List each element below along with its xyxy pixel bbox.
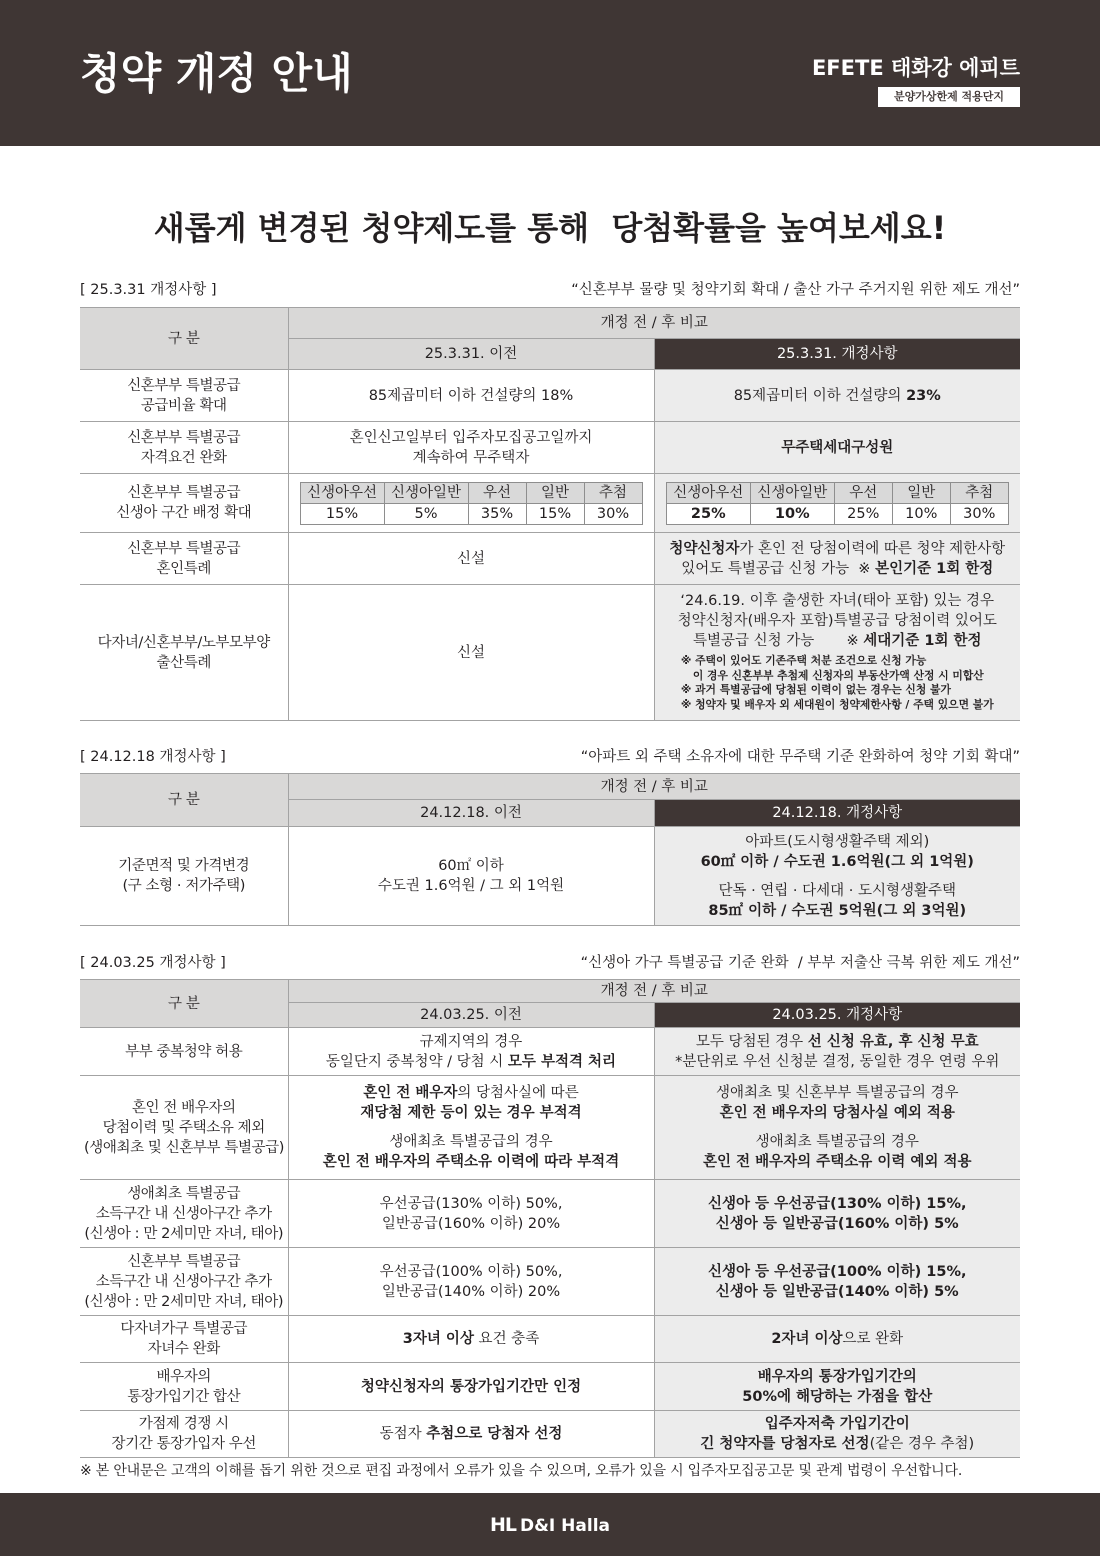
section-quote: “아파트 외 주택 소유자에 대한 무주택 기준 완화하여 청약 기회 확대” — [580, 749, 1020, 765]
after-emphasis: 배우자의 통장가입기간의 — [757, 1368, 917, 1385]
after-emphasis: 선 신청 유효, 후 신청 무효 — [807, 1033, 979, 1050]
after-cell — [654, 370, 1020, 422]
table-row — [80, 1363, 1020, 1411]
before-text: 의 당첨사실에 따른 — [457, 1085, 579, 1101]
spacer — [659, 1123, 1017, 1132]
after-text: 85제곱미터 이하 건설량의 — [733, 387, 907, 404]
tier-value: 10% — [750, 503, 834, 524]
after-emphasis: 세대기준 1회 한정 — [863, 633, 982, 650]
before-emphasis: 모두 부적격 처리 — [507, 1053, 617, 1070]
category-line: 신혼부부 특별공급 — [127, 540, 241, 557]
tier-header: 추첨 — [584, 482, 642, 503]
after-emphasis: 청약신청자 — [669, 540, 740, 557]
tier-header: 추첨 — [950, 482, 1008, 503]
table-row — [80, 585, 1020, 721]
hl-logo-mark: HL — [489, 1514, 516, 1536]
section-label: [ 24.03.25 개정사항 ] — [80, 955, 226, 971]
spacer — [293, 1123, 650, 1132]
after-line — [659, 1434, 1017, 1454]
after-emphasis: 23% — [906, 387, 941, 404]
note-line: 이 경우 신혼부부 추첨제 신청자의 부동산가액 산정 시 미합산 — [692, 668, 984, 682]
after-line — [659, 1414, 1017, 1434]
logo-text: D&I Halla — [520, 1516, 611, 1536]
before-emphasis: 혼인 전 배우자 — [363, 1085, 458, 1101]
section-quote: “신생아 가구 특별공급 기준 완화 / 부부 저출산 극복 위한 제도 개선” — [580, 955, 1020, 971]
category-line: 소득구간 내 신생아구간 추가 — [95, 1273, 272, 1290]
tier-value: 5% — [384, 503, 468, 524]
after-cell — [654, 533, 1020, 585]
before-line — [293, 1103, 650, 1123]
category-line: (구 소형 · 저가주택) — [122, 878, 246, 894]
before-text: 요건 충족 — [473, 1331, 540, 1347]
table-row — [80, 370, 1020, 422]
row-category — [80, 370, 288, 422]
before-cell — [288, 1028, 654, 1076]
after-cell — [654, 1028, 1020, 1076]
category-line: (신생아 : 만 2세미만 자녀, 태아) — [84, 1225, 284, 1242]
compare-header: 개정 전 / 후 비교 — [288, 980, 1020, 1003]
note-line: ※ 과거 특별공급에 당첨된 이력이 없는 경우는 신청 불가 — [680, 683, 951, 697]
tier-header: 신생아일반 — [384, 482, 468, 503]
company-logo — [490, 1513, 610, 1538]
tier-table-after — [666, 482, 1009, 525]
brand-name: EFETE 태화강 에피트 — [811, 56, 1020, 80]
before-line: 우선공급(130% 이하) 50%, — [379, 1195, 563, 1212]
section-label: [ 24.12.18 개정사항 ] — [80, 749, 226, 765]
after-line — [659, 1282, 1017, 1302]
after-cell — [654, 1180, 1020, 1248]
row-category — [80, 422, 288, 474]
before-line — [293, 1083, 650, 1103]
before-line: 생애최초 특별공급의 경우 — [389, 1134, 553, 1150]
before-cell — [288, 1180, 654, 1248]
before-cell — [288, 1316, 654, 1363]
table-row — [80, 1248, 1020, 1316]
after-cell — [654, 422, 1020, 474]
after-emphasis: 신생아 등 일반공급(140% 이하) 5% — [715, 1283, 959, 1300]
after-emphasis: 본인기준 1회 한정 — [875, 560, 994, 577]
category-line: 부부 중복청약 허용 — [125, 1043, 243, 1060]
category-line: 신혼부부 특별공급 — [127, 429, 241, 446]
tier-value: 30% — [584, 503, 642, 524]
after-line: 생애최초 및 신혼부부 특별공급의 경우 — [715, 1085, 959, 1101]
compare-header: 개정 전 / 후 비교 — [288, 774, 1020, 800]
before-line: 일반공급(160% 이하) 20% — [381, 1215, 561, 1232]
before-line: 혼인신고일부터 입주자모집공고일까지 — [349, 429, 593, 446]
table-row — [80, 1316, 1020, 1363]
after-emphasis: 신생아 등 우선공급(130% 이하) 15%, — [707, 1195, 967, 1212]
revision-table-2025-03-31 — [80, 307, 1020, 721]
tier-value: 15% — [526, 503, 584, 524]
table-row — [80, 827, 1020, 926]
before-line: 우선공급(100% 이하) 50%, — [379, 1263, 563, 1280]
category-line: 출산특례 — [156, 654, 211, 671]
row-category — [80, 585, 288, 721]
revision-table-2024-12-18 — [80, 773, 1020, 926]
table-row — [80, 1028, 1020, 1076]
after-line — [659, 1103, 1017, 1123]
tier-header: 일반 — [526, 482, 584, 503]
section-header-2024-03-25 — [80, 953, 1020, 973]
before-emphasis: 청약신청자의 통장가입기간만 인정 — [360, 1378, 582, 1395]
tier-value: 15% — [300, 503, 384, 524]
category-line: 당첨이력 및 주택소유 제외 — [102, 1119, 265, 1136]
row-category — [80, 1180, 288, 1248]
after-line — [659, 1367, 1017, 1387]
before-header: 25.3.31. 이전 — [288, 339, 654, 370]
headline: 새롭게 변경된 청약제도를 통해 당첨확률을 높여보세요! — [153, 209, 947, 247]
before-line: 계속하여 무주택자 — [412, 449, 530, 466]
after-line — [659, 559, 1017, 579]
after-emphasis: 혼인 전 배우자의 주택소유 이력 예외 적용 — [703, 1154, 972, 1170]
footer-bar — [0, 1493, 1100, 1556]
after-emphasis: 50%에 해당하는 가점을 합산 — [742, 1388, 933, 1405]
after-notes — [681, 654, 994, 712]
category-line: 신혼부부 특별공급 — [127, 485, 241, 501]
before-text: 동점자 — [379, 1426, 427, 1442]
tier-header: 일반 — [892, 482, 950, 503]
after-line — [659, 1214, 1017, 1234]
revision-table-2024-03-25 — [80, 979, 1020, 1458]
category-line: 생애최초 특별공급 — [127, 1185, 241, 1202]
after-emphasis: 신생아 등 일반공급(160% 이하) 5% — [715, 1215, 959, 1232]
row-category — [80, 1411, 288, 1458]
after-line — [659, 852, 1017, 872]
after-cell — [654, 1411, 1020, 1458]
section-quote: “신혼부부 물량 및 청약기회 확대 / 출산 가구 주거지원 위한 제도 개선” — [571, 282, 1020, 298]
category-line: 소득구간 내 신생아구간 추가 — [95, 1205, 272, 1222]
category-line: 자격요건 완화 — [140, 449, 227, 466]
tier-header: 우선 — [468, 482, 526, 503]
before-cell: 신설 — [288, 585, 654, 721]
category-line: 다자녀/신혼부부/노부모부양 — [97, 634, 270, 651]
category-line: 신생아 구간 배정 확대 — [116, 505, 252, 521]
row-category — [80, 1076, 288, 1180]
after-emphasis: 60㎡ 이하 / 수도권 1.6억원(그 외 1억원) — [700, 853, 974, 870]
section-label: [ 25.3.31 개정사항 ] — [80, 282, 217, 298]
before-cell — [288, 827, 654, 926]
after-line: 단독 · 연립 · 다세대 · 도시형생활주택 — [718, 882, 957, 899]
row-category — [80, 1363, 288, 1411]
header-row — [80, 774, 1020, 800]
row-category — [80, 1248, 288, 1316]
after-text: 특별공급 신청 가능 ※ — [692, 633, 864, 650]
before-cell — [288, 1411, 654, 1458]
row-category — [80, 1028, 288, 1076]
after-text: 있어도 특별공급 신청 가능 ※ — [681, 560, 876, 577]
tier-value: 25% — [666, 503, 750, 524]
after-emphasis: 긴 청약자를 당첨자로 선정 — [700, 1436, 870, 1452]
before-header: 24.12.18. 이전 — [288, 800, 654, 827]
after-header: 24.12.18. 개정사항 — [654, 800, 1020, 827]
table-row — [80, 1076, 1020, 1180]
before-line: 60㎡ 이하 — [438, 858, 504, 874]
after-text: 모두 당첨된 경우 — [695, 1033, 808, 1050]
before-emphasis: 재당첨 제한 등이 있는 경우 부적격 — [360, 1105, 582, 1121]
row-category — [80, 474, 288, 533]
after-emphasis: 85㎡ 이하 / 수도권 5억원(그 외 3억원) — [708, 902, 967, 919]
after-emphasis: 무주택세대구성원 — [781, 439, 894, 456]
after-emphasis: 2자녀 이상 — [771, 1331, 843, 1347]
spacer — [659, 872, 1017, 881]
category-line: 혼인특례 — [156, 560, 211, 577]
tier-value: 30% — [950, 503, 1008, 524]
after-line: 아파트(도시형생활주택 제외) — [745, 833, 930, 850]
after-emphasis: 신생아 등 우선공급(100% 이하) 15%, — [707, 1263, 967, 1280]
after-text: 으로 완화 — [842, 1331, 904, 1347]
after-cell — [654, 585, 1020, 721]
tier-value: 35% — [468, 503, 526, 524]
category-line: (생애최초 및 신혼부부 특별공급) — [84, 1139, 285, 1156]
after-cell — [654, 1316, 1020, 1363]
category-header: 구 분 — [80, 774, 288, 827]
category-line: 기준면적 및 가격변경 — [118, 858, 250, 874]
before-line — [293, 1152, 650, 1172]
tier-header: 신생아우선 — [300, 482, 384, 503]
before-header: 24.03.25. 이전 — [288, 1003, 654, 1028]
table-row — [80, 474, 1020, 533]
category-line: 통장가입기간 합산 — [127, 1388, 241, 1405]
category-line: 가점제 경쟁 시 — [138, 1416, 229, 1432]
after-line — [659, 631, 1017, 651]
section-header-2024-12-18 — [80, 747, 1020, 767]
category-line: 신혼부부 특별공급 — [127, 377, 241, 394]
table-row — [80, 1180, 1020, 1248]
table-row — [80, 533, 1020, 585]
tier-table-before — [300, 482, 643, 525]
compare-header: 개정 전 / 후 비교 — [288, 308, 1020, 339]
after-cell — [654, 827, 1020, 926]
category-line: 다자녀가구 특별공급 — [120, 1321, 248, 1337]
category-line: 신혼부부 특별공급 — [127, 1253, 241, 1270]
after-line — [659, 1152, 1017, 1172]
after-line: 생애최초 특별공급의 경우 — [755, 1134, 919, 1150]
after-line — [659, 1387, 1017, 1407]
price-cap-badge: 분양가상한제 적용단지 — [878, 87, 1020, 107]
header-row — [80, 980, 1020, 1003]
category-line: 공급비율 확대 — [140, 397, 227, 414]
after-text: 가 혼인 전 당첨이력에 따른 청약 제한사항 — [739, 540, 1006, 557]
after-emphasis: 혼인 전 배우자의 당첨사실 예외 적용 — [719, 1105, 955, 1121]
before-emphasis: 추첨으로 당첨자 선정 — [426, 1426, 563, 1442]
tier-value: 10% — [892, 503, 950, 524]
before-emphasis: 혼인 전 배우자의 주택소유 이력에 따라 부적격 — [322, 1154, 620, 1170]
header-row — [80, 308, 1020, 339]
disclaimer-note: ※ 본 안내문은 고객의 이해를 돕기 위한 것으로 편집 과정에서 오류가 있을 수 있으며, 오류가 있을 시 입주자모집공고문 및 관계 법령이 우선합니다. — [80, 1463, 963, 1479]
section-header-2025-03-31 — [80, 280, 1020, 300]
before-cell — [288, 474, 654, 533]
before-emphasis: 3자녀 이상 — [402, 1331, 474, 1347]
tier-header: 신생아일반 — [750, 482, 834, 503]
page-title: 청약 개정 안내 — [80, 49, 353, 98]
before-cell — [288, 1248, 654, 1316]
after-cell — [654, 474, 1020, 533]
before-cell — [288, 1076, 654, 1180]
note-line: ※ 주택이 있어도 기존주택 처분 조건으로 신청 가능 — [680, 654, 927, 668]
before-cell — [288, 422, 654, 474]
table-row — [80, 422, 1020, 474]
after-cell — [654, 1076, 1020, 1180]
category-line: 배우자의 — [156, 1368, 211, 1385]
note-line: ※ 청약자 및 배우자 외 세대원이 청약제한사항 / 주택 있으면 불가 — [680, 697, 994, 711]
category-line: 장기간 통장가입자 우선 — [111, 1436, 256, 1452]
row-category — [80, 827, 288, 926]
before-cell: 85제곱미터 이하 건설량의 18% — [288, 370, 654, 422]
after-text: (같은 경우 추첨) — [869, 1436, 975, 1452]
after-cell — [654, 1248, 1020, 1316]
after-line: ‘24.6.19. 이후 출생한 자녀(태아 포함) 있는 경우 — [680, 593, 995, 610]
after-line: *분단위로 우선 신청분 결정, 동일한 경우 연령 우위 — [675, 1053, 1000, 1070]
before-line: 규제지역의 경우 — [419, 1033, 523, 1050]
row-category — [80, 533, 288, 585]
after-line — [659, 901, 1017, 921]
category-header: 구 분 — [80, 308, 288, 370]
before-line: 일반공급(140% 이하) 20% — [381, 1283, 561, 1300]
after-line: 청약신청자(배우자 포함)특별공급 당첨이력 있어도 — [677, 613, 997, 630]
after-line — [659, 539, 1017, 559]
after-line — [659, 1032, 1017, 1052]
category-line: 자녀수 완화 — [147, 1341, 220, 1357]
after-header: 25.3.31. 개정사항 — [654, 339, 1020, 370]
after-emphasis: 입주자저축 가입기간이 — [764, 1416, 910, 1432]
category-line: (신생아 : 만 2세미만 자녀, 태아) — [84, 1293, 284, 1310]
before-cell — [288, 1363, 654, 1411]
row-category — [80, 1316, 288, 1363]
tier-header: 우선 — [834, 482, 892, 503]
before-cell: 신설 — [288, 533, 654, 585]
tier-value: 25% — [834, 503, 892, 524]
after-header: 24.03.25. 개정사항 — [654, 1003, 1020, 1028]
after-cell — [654, 1363, 1020, 1411]
category-header: 구 분 — [80, 980, 288, 1028]
before-line — [293, 1052, 650, 1072]
after-line — [659, 1262, 1017, 1282]
table-row — [80, 1411, 1020, 1458]
after-line — [659, 1194, 1017, 1214]
before-text: 동일단지 중복청약 / 당첨 시 — [325, 1053, 508, 1070]
tier-header: 신생아우선 — [666, 482, 750, 503]
top-banner — [0, 0, 1100, 146]
before-line: 수도권 1.6억원 / 그 외 1억원 — [377, 878, 565, 894]
category-line: 혼인 전 배우자의 — [131, 1099, 236, 1116]
